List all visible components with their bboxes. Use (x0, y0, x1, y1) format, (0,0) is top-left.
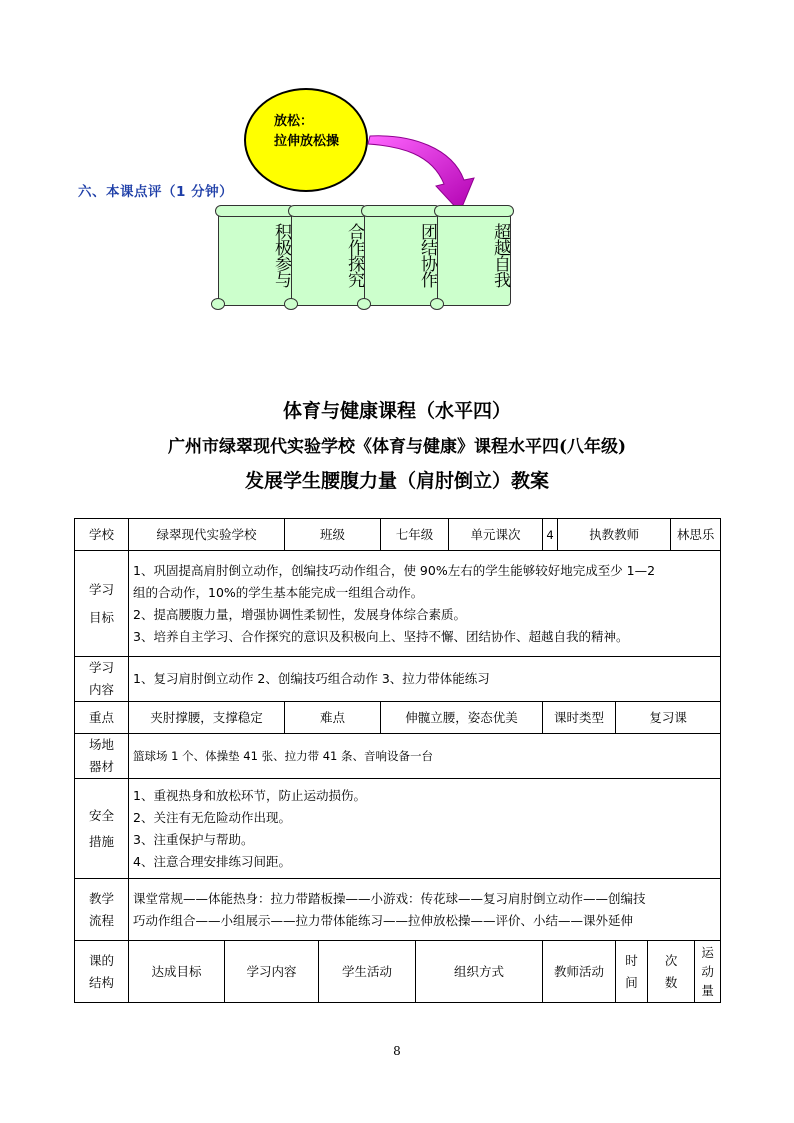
school-label: 学校 (75, 519, 129, 551)
class-label: 班级 (285, 519, 381, 551)
time-header: 时 间 (616, 941, 648, 1003)
content-header: 学习内容 (225, 941, 319, 1003)
flow-label: 教学 流程 (75, 879, 129, 941)
scroll-label: 积极参与 (271, 223, 291, 287)
safety-text: 1、重视热身和放松环节，防止运动损伤。 2、关注有无危险动作出现。 3、注重保护与帮助。 4、注意合理安排练习间距。 (129, 779, 721, 879)
relax-title: 放松： (274, 114, 314, 129)
student-activity-header: 学生活动 (319, 941, 416, 1003)
table-row (75, 702, 721, 734)
difficulty-label: 难点 (285, 702, 381, 734)
school-value: 绿翠现代实验学校 (129, 519, 285, 551)
venue-value: 篮球场 1 个、体操垫 41 张、拉力带 41 条、音响设备一台 (129, 734, 721, 779)
table-row (75, 551, 721, 657)
scroll-card (291, 210, 365, 306)
table-row (75, 879, 721, 941)
table-row (75, 941, 721, 1003)
relax-activity: 拉伸放松操 (274, 134, 340, 149)
unit-value: 4 (543, 519, 558, 551)
content-label: 学习 内容 (75, 657, 129, 702)
course-title: 体育与健康课程（水平四） (282, 400, 511, 422)
class-value: 七年级 (381, 519, 449, 551)
scroll-card (437, 210, 511, 306)
key-point-label: 重点 (75, 702, 129, 734)
scroll-label: 团结协作 (417, 223, 437, 287)
scroll-label: 合作探究 (344, 223, 364, 287)
safety-label: 安全 措施 (75, 779, 129, 879)
difficulty-value: 伸髋立腰，姿态优美 (381, 702, 543, 734)
count-header: 次 数 (648, 941, 695, 1003)
page-number: 8 (393, 1044, 401, 1058)
relax-bubble (244, 88, 368, 192)
lesson-type-value: 复习课 (616, 702, 721, 734)
content-value: 1、复习肩肘倒立动作 2、创编技巧组合动作 3、拉力带体能练习 (129, 657, 721, 702)
teacher-value: 林思乐 (671, 519, 721, 551)
goal-header: 达成目标 (129, 941, 225, 1003)
load-header: 运 动 量 (695, 941, 721, 1003)
scroll-label: 超越自我 (490, 223, 510, 287)
table-row (75, 734, 721, 779)
organization-header: 组织方式 (416, 941, 543, 1003)
goals-text: 1、巩固提高肩肘倒立动作，创编技巧动作组合，使 90%左右的学生能够较好地完成至少 1—2 组的合动作，10%的学生基本能完成一组组合动作。 2、提高腰腹力量，增强协调性柔韧性，发展身体综合素质。 3、培养自主学习、合作探究的意识及积极向上、坚持不懈、团结协作、超越自我的精神。 (129, 551, 721, 657)
flow-text: 课堂常规——体能热身：拉力带踏板操——小游戏：传花球——复习肩肘倒立动作——创编技 巧动作组合——小组展示——拉力带体能练习——拉伸放松操——评价、小结——课外延伸 (129, 879, 721, 941)
teacher-activity-header: 教师活动 (543, 941, 616, 1003)
table-row (75, 519, 721, 551)
teacher-label: 执教教师 (558, 519, 671, 551)
lesson-type-label: 课时类型 (543, 702, 616, 734)
table-row (75, 657, 721, 702)
scroll-card (218, 210, 292, 306)
table-row (75, 779, 721, 879)
goals-label: 学习 目标 (75, 551, 129, 657)
scroll-card (364, 210, 438, 306)
key-point-value: 夹肘撑腰，支撑稳定 (129, 702, 285, 734)
structure-label: 课的 结构 (75, 941, 129, 1003)
school-title: 广州市绿翠现代实验学校《体育与健康》课程水平四(八年级) (167, 437, 627, 457)
venue-label: 场地 器材 (75, 734, 129, 779)
lesson-title: 发展学生腰腹力量（肩肘倒立）教案 (244, 470, 549, 492)
unit-label: 单元课次 (449, 519, 543, 551)
review-heading: 六、本课点评（1 分钟） (78, 184, 234, 200)
lesson-plan-table (74, 518, 721, 1003)
